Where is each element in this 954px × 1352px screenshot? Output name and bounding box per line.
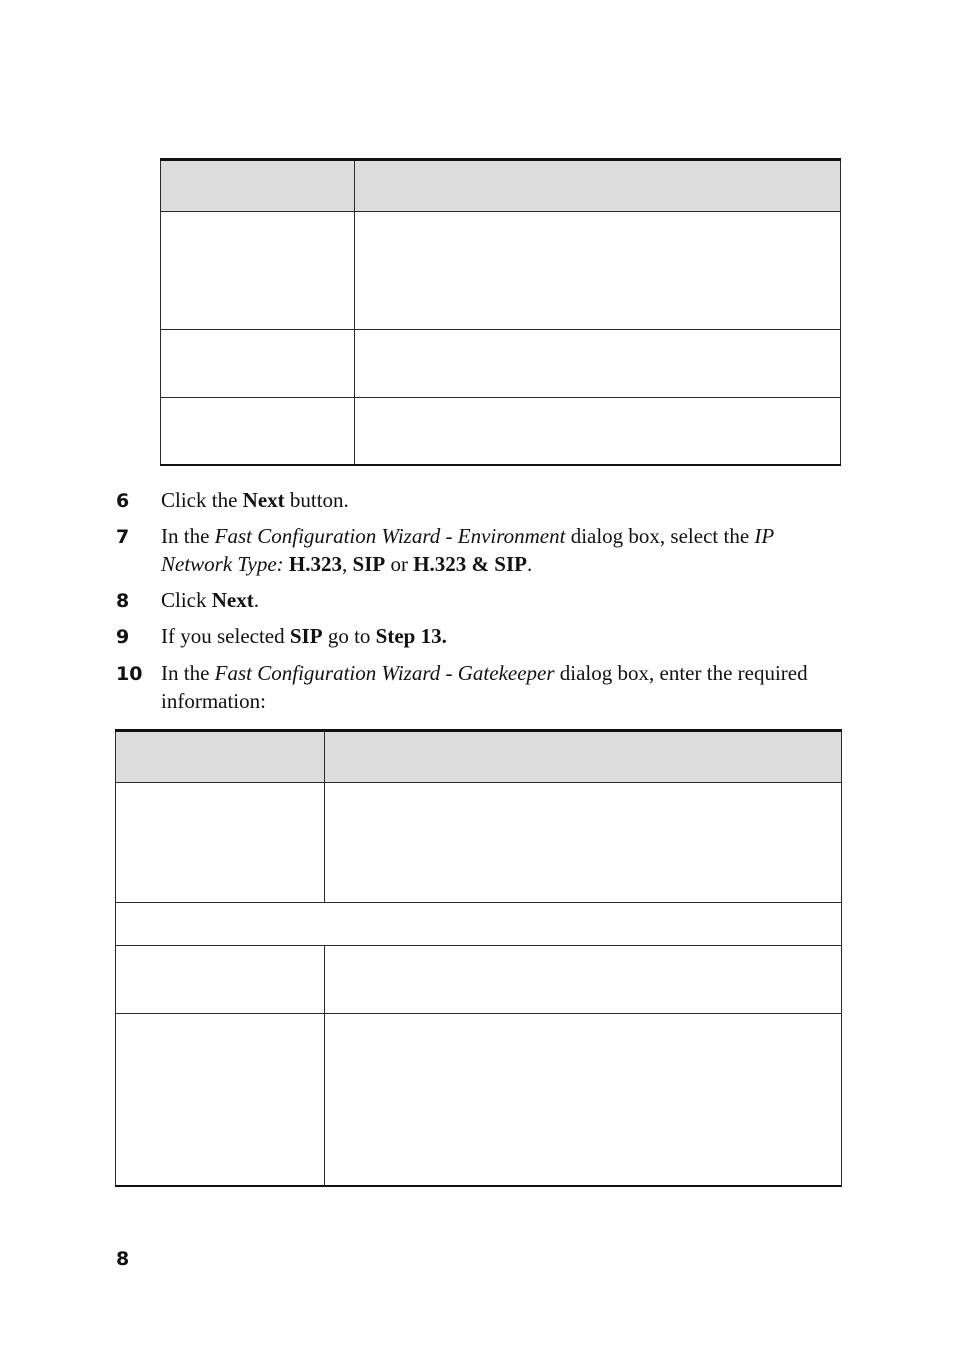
table-row bbox=[116, 1014, 842, 1186]
environment-table bbox=[160, 158, 841, 466]
table-cell bbox=[116, 1014, 325, 1186]
table-row bbox=[116, 903, 842, 946]
step-number: 6 bbox=[116, 490, 130, 512]
table-cell bbox=[161, 330, 355, 398]
table-cell bbox=[325, 946, 842, 1014]
step-text: If you selected SIP go to Step 13. bbox=[161, 624, 447, 648]
table-cell bbox=[325, 1014, 842, 1186]
table-row bbox=[116, 783, 842, 903]
step-number: 8 bbox=[116, 590, 130, 612]
table-cell bbox=[116, 946, 325, 1014]
table-row bbox=[161, 330, 841, 398]
table-header-row bbox=[161, 160, 841, 212]
table-cell bbox=[355, 212, 841, 330]
page-number: 8 bbox=[116, 1248, 130, 1270]
table-cell bbox=[355, 398, 841, 465]
step-text: Click the Next button. bbox=[161, 488, 349, 512]
table-cell bbox=[161, 398, 355, 465]
table-header-cell bbox=[325, 731, 842, 783]
table-cell bbox=[116, 903, 842, 946]
table-row bbox=[161, 212, 841, 330]
step-number: 7 bbox=[116, 526, 130, 548]
step-number: 9 bbox=[116, 626, 130, 648]
table-header-cell bbox=[355, 160, 841, 212]
table-row bbox=[161, 398, 841, 465]
table-cell bbox=[325, 783, 842, 903]
step-number: 10 bbox=[116, 663, 143, 685]
table-cell bbox=[161, 212, 355, 330]
step-text: In the Fast Configuration Wizard - Gatekeeper dialog box, enter the required information: bbox=[161, 661, 808, 713]
table-header-row bbox=[116, 731, 842, 783]
table-cell bbox=[116, 783, 325, 903]
table-cell bbox=[355, 330, 841, 398]
gatekeeper-table bbox=[115, 729, 842, 1187]
table-header-cell bbox=[116, 731, 325, 783]
table-row bbox=[116, 946, 842, 1014]
table-header-cell bbox=[161, 160, 355, 212]
step-text: In the Fast Configuration Wizard - Environment dialog box, select the IP Network Type: H.323, SIP or H.323 & SIP. bbox=[161, 524, 774, 576]
step-text: Click Next. bbox=[161, 588, 259, 612]
